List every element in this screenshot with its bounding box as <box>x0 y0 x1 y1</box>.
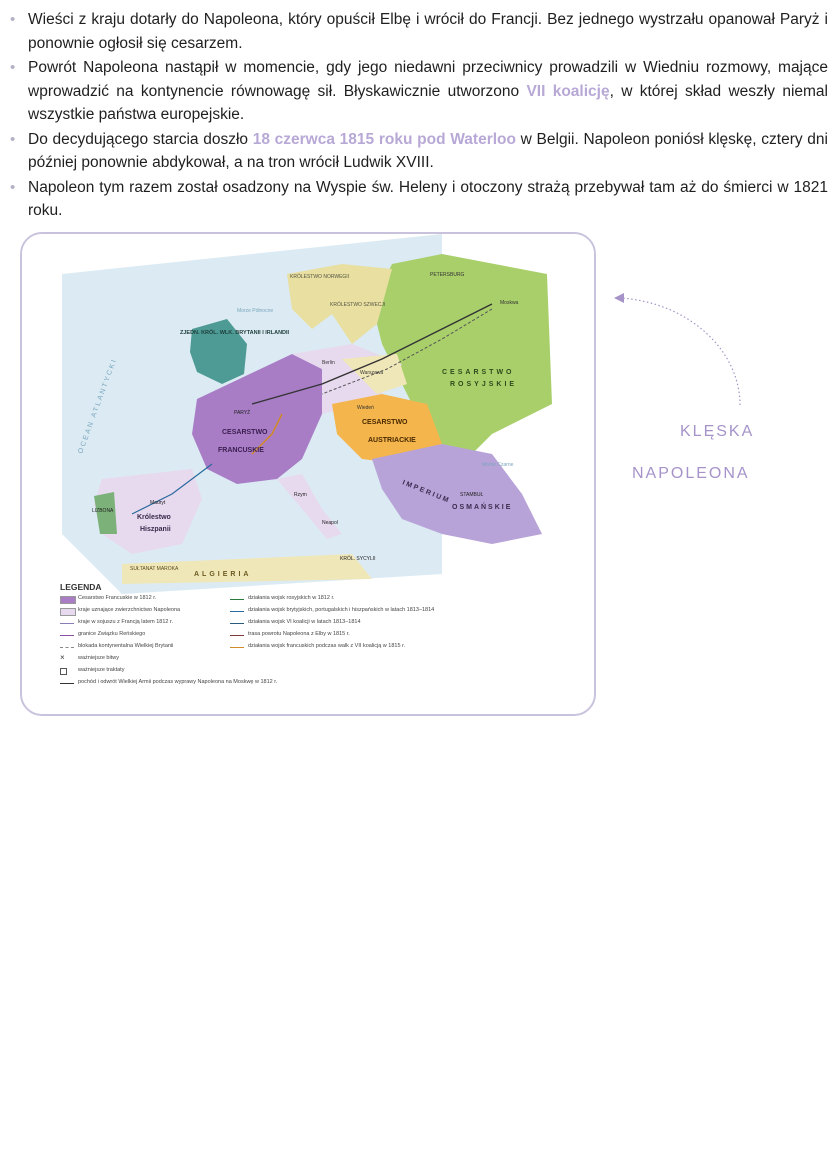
ottoman-label-1: IMPERIUM <box>401 479 452 505</box>
legend-label: działania wojsk rosyjskich w 1812 r. <box>248 595 335 601</box>
dotted-curve <box>620 298 740 405</box>
highlighted-text: 18 czerwca 1815 roku pod Waterloo <box>252 130 516 148</box>
bullet-item <box>8 176 828 223</box>
bullet-text: Do decydującego starcia doszło <box>28 130 253 148</box>
france-label-1: CESARSTWO <box>222 429 268 436</box>
petersburg-label: PETERSBURG <box>430 272 465 278</box>
legend-swatch <box>230 611 244 612</box>
uk-label: ZJEDN. KRÓL. WLK. BRYTANII I IRLANDII <box>180 330 290 336</box>
naples-label: Neapol <box>322 520 338 526</box>
legend-swatch <box>60 668 67 675</box>
legend-swatch <box>60 647 74 648</box>
istanbul-label: STAMBUŁ <box>460 492 484 498</box>
legend-label: działania wojsk brytyjskich, portugalskich i hiszpańskich w latach 1813–1814 <box>248 607 435 613</box>
legend-label: trasa powrotu Napoleona z Elby w 1815 r. <box>248 631 350 637</box>
berlin-label: Berlin <box>322 360 335 366</box>
legend-swatch <box>60 635 74 636</box>
austria-label-2: AUSTRIACKIE <box>368 437 416 444</box>
north-sea-label: Morze Północne <box>237 308 274 314</box>
sicily-label: KRÓL. SYCYLII <box>340 556 376 562</box>
bullet-list <box>8 8 828 224</box>
side-arrow <box>608 290 748 410</box>
legend-swatch <box>60 608 76 616</box>
legend-label: blokada kontynentalna Wielkiej Brytanii <box>78 643 174 649</box>
bullet-item <box>8 56 828 127</box>
map-legend <box>60 582 435 692</box>
bullet-text: , w której skład weszły niemal wszystkie państwa europejskie. <box>28 82 828 123</box>
black-sea-label: Morze Czarne <box>482 462 514 468</box>
austria-label-1: CESARSTWO <box>362 419 408 426</box>
algeria-label: ALGIERIA <box>194 571 252 578</box>
spain-label-2: Hiszpanii <box>140 526 171 533</box>
sweden-label: KRÓLESTWO SZWECJI <box>330 302 386 308</box>
legend-swatch <box>230 635 244 636</box>
legend-title: LEGENDA <box>60 582 102 592</box>
morocco-label: SUŁTANAT MAROKA <box>130 566 179 572</box>
france-label-2: FRANCUSKIE <box>218 447 264 454</box>
bullet-item <box>8 128 828 175</box>
legend-label: ważniejsze bitwy <box>78 655 119 661</box>
legend-swatch <box>230 599 244 600</box>
rome-label: Rzym <box>294 492 307 498</box>
russia-label-1: CESARSTWO <box>442 369 515 376</box>
warsaw-label: Warszawa <box>360 370 384 376</box>
bullet-item <box>8 8 828 55</box>
bullet-text: Napoleon tym razem został osadzony na Wyspie św. Heleny i otoczony strażą przebywał tam aż do śmierci w 1821 roku. <box>28 178 828 219</box>
legend-label: pochód i odwrót Wielkiej Armii podczas wyprawy Napoleona na Moskwę w 1812 r. <box>78 679 278 685</box>
legend-label: działania wojsk francuskich podczas walk z VII koalicją w 1815 r. <box>248 643 406 649</box>
legend-label: kraje uznające zwierzchnictwo Napoleona <box>78 607 181 613</box>
legend-swatch <box>60 623 74 624</box>
legend-label: kraje w sojuszu z Francją latem 1812 r. <box>78 619 174 625</box>
spain-label-1: Królestwo <box>137 514 171 521</box>
bullet-text: Powrót Napoleona nastąpił w momencie, gdy jego niedawni przeciwnicy prowadzili w Wiedniu rozmowy, mające wprowadzić na kontynencie równowagę sił. Błyskawicznie utworzono <box>28 59 828 100</box>
arrow-head-icon <box>614 293 624 303</box>
madrid-label: Madryt <box>150 500 166 506</box>
highlighted-text: VII koalicję <box>526 82 610 100</box>
bullet-text: Wieści z kraju dotarły do Napoleona, który opuścił Elbę i wrócił do Francji. Bez jednego wystrzału opanował Paryż i ponownie ogłosił się cesarzem. <box>28 11 828 52</box>
legend-label: działania wojsk VI koalicji w latach 1813–1814 <box>248 619 361 625</box>
russia-label-2: ROSYJSKIE <box>450 381 518 388</box>
legend-swatch <box>230 623 244 624</box>
legend-label: Cesarstwo Francuskie w 1812 r. <box>78 595 157 601</box>
norway-label: KRÓLESTWO NORWEGII <box>290 274 350 280</box>
lisbon-label: LIZBONA <box>92 508 114 514</box>
wien-label: Wiedeń <box>357 405 374 411</box>
side-label-line2: NAPOLEONA <box>632 465 750 482</box>
legend-swatch <box>60 596 76 604</box>
map-card <box>20 232 596 716</box>
bullet-text: w Belgii. Napoleon poniósł klęskę, cztery dni później ponownie abdykował, a na tron wrócił Ludwik XVIII. <box>28 130 828 171</box>
side-label-line1: KLĘSKA <box>680 423 755 440</box>
legend-swatch: × <box>60 653 65 662</box>
moscow-label: Moskwa <box>500 300 519 306</box>
legend-label: granice Związku Reńskiego <box>78 631 146 637</box>
ocean-label: OCEAN ATLANTYCKI <box>77 357 119 455</box>
legend-swatch <box>230 647 244 648</box>
ottoman-label-2: OSMAŃSKIE <box>452 504 513 511</box>
legend-label: ważniejsze traktaty <box>78 667 125 673</box>
legend-swatch <box>60 683 74 684</box>
paris-label: PARYŻ <box>234 410 251 416</box>
